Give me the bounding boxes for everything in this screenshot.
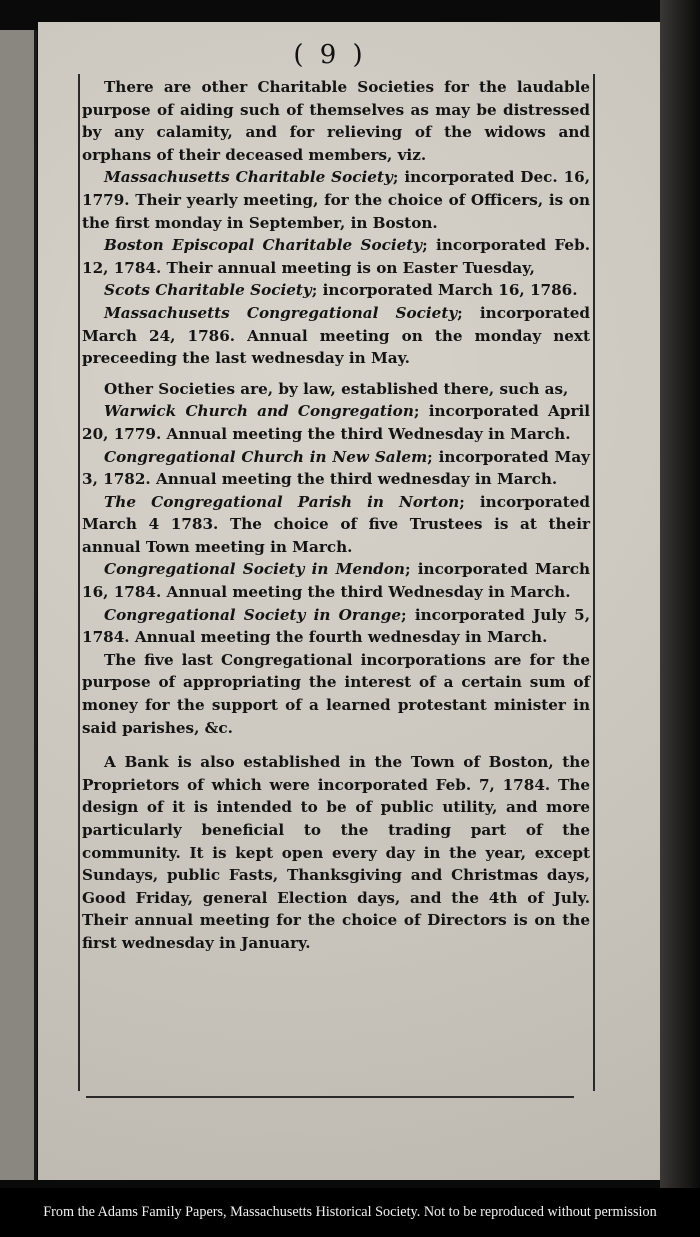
- page-number: ( 9 ): [293, 40, 367, 70]
- copyright-notice: From the Adams Family Papers, Massachusetts Historical Society. Not to be reproduced without permission: [43, 1204, 657, 1220]
- paragraph-five-last: The five last Congregational incorporations are for the purpose of appropriating the interest of a certain sum of money for the support of a learned protestant minister in said parishes, &c.: [82, 650, 590, 737]
- footer-bar: [0, 1188, 700, 1237]
- adjacent-page-edge: [0, 30, 37, 1180]
- entry-orange: Congregational Society in Orange; incorporated July 5, 1784. Annual meeting the fourth wednesday in March.: [82, 605, 590, 647]
- entry-mendon: Congregational Society in Mendon; incorporated March 16, 1784. Annual meeting the third Wednesday in March.: [82, 560, 590, 602]
- entry-scots-charitable: Scots Charitable Society; incorporated March 16, 1786.: [104, 281, 578, 300]
- entry-massachusetts-charitable: Massachusetts Charitable Society; incorporated Dec. 16, 1779. Their yearly meeting, for the choice of Officers, is on the first monday in September, in Boston.: [82, 168, 591, 232]
- page-text: [82, 76, 590, 955]
- entry-norton: The Congregational Parish in Norton; incorporated March 4 1783. The choice of five Trustees is at their annual Town meeting in March.: [82, 492, 590, 556]
- paragraph-bank: A Bank is also established in the Town of Boston, the Proprietors of which were incorporated Feb. 7, 1784. The design of it is intended to be of public utility, and more particularly beneficial to the trading part of the community. It is kept open every day in the year, except Sundays, public Fasts, Thanksgiving and Christmas days, Good Friday, general Election days, and the 4th of July. Their annual meeting for the choice of Directors is on the first wednesday in January.: [82, 753, 590, 952]
- paragraph-intro: There are other Charitable Societies for the laudable purpose of aiding such of themselves as may be distressed by any calamity, and for relieving of the widows and orphans of their deceased members, viz.: [82, 78, 590, 164]
- paragraph-other-societies: Other Societies are, by law, established there, such as,: [104, 379, 569, 398]
- entry-new-salem: Congregational Church in New Salem; incorporated May 3, 1782. Annual meeting the third wednesday in March.: [82, 447, 590, 489]
- entry-boston-episcopal: Boston Episcopal Charitable Society; incorporated Feb. 12, 1784. Their annual meeting is on Easter Tuesday,: [82, 236, 590, 277]
- binding-shadow: [660, 0, 700, 1195]
- bottom-rule: [86, 1096, 574, 1098]
- entry-massachusetts-congregational: Massachusetts Congregational Society; incorporated March 24, 1786. Annual meeting on the monday next preceeding the last wednesday in May.: [82, 303, 590, 368]
- entry-warwick-church: Warwick Church and Congregation; incorporated April 20, 1779. Annual meeting the third Wednesday in March.: [82, 402, 590, 443]
